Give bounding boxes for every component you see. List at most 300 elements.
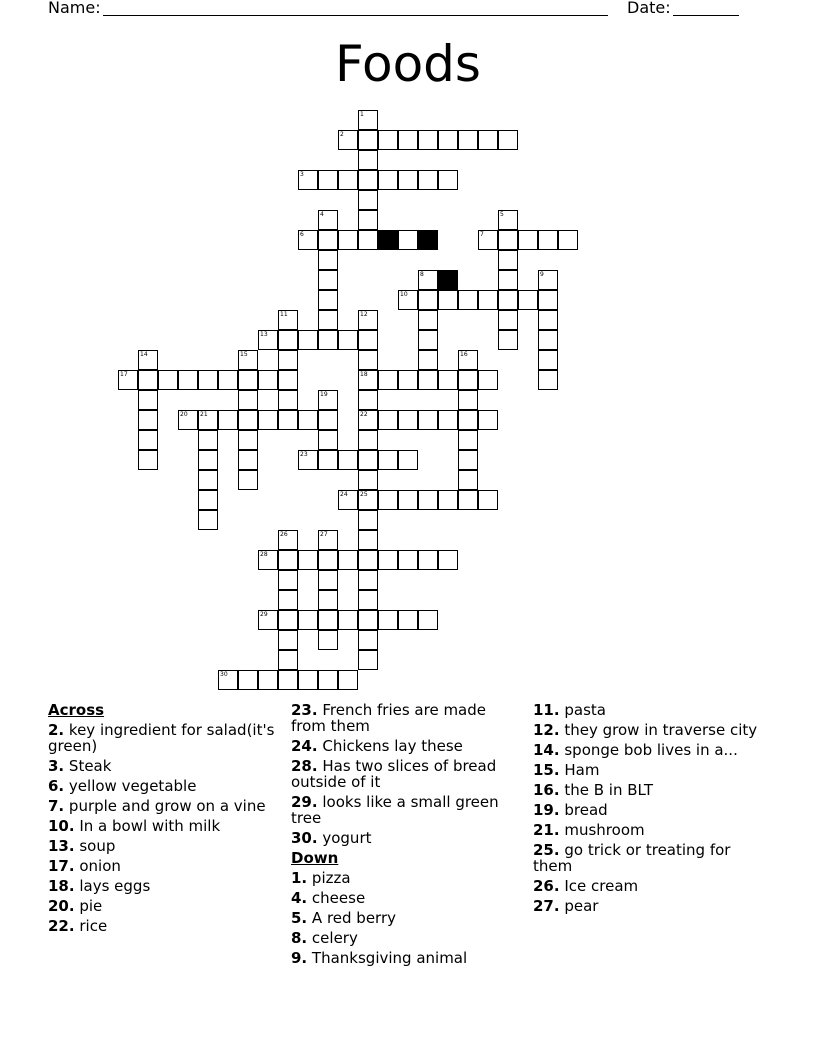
grid-cell[interactable] xyxy=(498,210,518,230)
clue-number-label: 15. xyxy=(533,761,560,779)
page-title: Foods xyxy=(335,35,481,93)
grid-cell[interactable] xyxy=(278,530,298,550)
grid-cell[interactable] xyxy=(318,450,338,470)
grid-cell[interactable] xyxy=(418,170,438,190)
grid-cell[interactable] xyxy=(158,370,178,390)
grid-cell[interactable] xyxy=(298,170,318,190)
grid-cell[interactable] xyxy=(238,450,258,470)
clue-number-label: 17. xyxy=(48,857,75,875)
clue-text: A red berry xyxy=(311,909,397,927)
grid-cell[interactable] xyxy=(218,410,238,430)
grid-cell[interactable] xyxy=(338,170,358,190)
grid-cell[interactable] xyxy=(458,490,478,510)
grid-cell[interactable] xyxy=(438,170,458,190)
clue-number-label: 10. xyxy=(48,817,75,835)
clue-across xyxy=(291,756,509,792)
grid-cell[interactable] xyxy=(478,410,498,430)
grid-cell[interactable] xyxy=(398,410,418,430)
clue-number: 16 xyxy=(460,351,468,358)
grid-cell[interactable] xyxy=(358,170,378,190)
grid-cell[interactable] xyxy=(358,190,378,210)
grid-cell[interactable] xyxy=(358,490,378,510)
grid-cell[interactable] xyxy=(438,550,458,570)
grid-cell[interactable] xyxy=(378,410,398,430)
grid-cell[interactable] xyxy=(458,370,478,390)
clue-down xyxy=(533,760,773,780)
grid-cell[interactable] xyxy=(358,530,378,550)
grid-cell[interactable] xyxy=(538,350,558,370)
clue-across xyxy=(48,796,278,816)
clue-text: they grow in traverse city xyxy=(564,721,758,739)
clue-down xyxy=(291,928,509,948)
grid-cell[interactable] xyxy=(218,370,238,390)
grid-cell[interactable] xyxy=(358,470,378,490)
clue-number: 30 xyxy=(220,671,228,678)
clue-number-label: 5. xyxy=(291,909,308,927)
clue-down xyxy=(291,948,509,968)
clue-text: mushroom xyxy=(564,821,645,839)
clue-down xyxy=(291,908,509,928)
clue-text: lays eggs xyxy=(79,877,151,895)
grid-cell[interactable] xyxy=(358,110,378,130)
clue-column-1 xyxy=(48,700,278,936)
grid-cell[interactable] xyxy=(258,670,278,690)
grid-cell[interactable] xyxy=(338,330,358,350)
clue-text: key ingredient for salad(it's green) xyxy=(48,721,275,755)
grid-cell[interactable] xyxy=(298,330,318,350)
clue-number-label: 24. xyxy=(291,737,318,755)
clue-text: celery xyxy=(311,929,358,947)
grid-cell[interactable] xyxy=(398,550,418,570)
grid-cell[interactable] xyxy=(278,590,298,610)
grid-cell[interactable] xyxy=(538,370,558,390)
grid-cell[interactable] xyxy=(498,310,518,330)
grid-cell[interactable] xyxy=(138,430,158,450)
clue-down xyxy=(533,740,773,760)
grid-cell[interactable] xyxy=(198,370,218,390)
clue-number: 17 xyxy=(120,371,128,378)
clue-number-label: 28. xyxy=(291,757,318,775)
grid-cell[interactable] xyxy=(458,130,478,150)
clue-text: bread xyxy=(564,801,608,819)
grid-cell[interactable] xyxy=(118,370,138,390)
grid-cell-black xyxy=(438,270,458,290)
clue-number-label: 3. xyxy=(48,757,65,775)
grid-cell[interactable] xyxy=(398,490,418,510)
grid-cell[interactable] xyxy=(278,550,298,570)
grid-cell[interactable] xyxy=(238,430,258,450)
clue-number: 1 xyxy=(360,111,364,118)
clue-text: the B in BLT xyxy=(564,781,653,799)
grid-cell[interactable] xyxy=(378,550,398,570)
clue-text: pizza xyxy=(311,869,351,887)
clue-across xyxy=(48,856,278,876)
grid-cell[interactable] xyxy=(338,230,358,250)
clue-number: 15 xyxy=(240,351,248,358)
clue-number-label: 4. xyxy=(291,889,308,907)
grid-cell[interactable] xyxy=(478,230,498,250)
grid-cell[interactable] xyxy=(378,450,398,470)
clue-across xyxy=(48,756,278,776)
clue-column-2 xyxy=(291,700,509,968)
clue-number-label: 25. xyxy=(533,841,560,859)
grid-cell[interactable] xyxy=(198,490,218,510)
grid-cell[interactable] xyxy=(538,230,558,250)
clue-number-label: 22. xyxy=(48,917,75,935)
clue-number-label: 19. xyxy=(533,801,560,819)
clue-number: 24 xyxy=(340,491,348,498)
clue-number-label: 2. xyxy=(48,721,65,739)
grid-cell[interactable] xyxy=(418,270,438,290)
grid-cell[interactable] xyxy=(478,290,498,310)
clue-number-label: 9. xyxy=(291,949,308,967)
grid-cell[interactable] xyxy=(318,250,338,270)
grid-cell[interactable] xyxy=(358,230,378,250)
grid-cell[interactable] xyxy=(358,350,378,370)
clue-text: pear xyxy=(564,897,599,915)
grid-cell[interactable] xyxy=(318,270,338,290)
grid-cell[interactable] xyxy=(398,290,418,310)
grid-cell[interactable] xyxy=(278,370,298,390)
grid-cell[interactable] xyxy=(278,390,298,410)
grid-cell[interactable] xyxy=(358,650,378,670)
grid-cell[interactable] xyxy=(278,310,298,330)
grid-cell[interactable] xyxy=(418,330,438,350)
grid-cell[interactable] xyxy=(138,410,158,430)
clue-number: 18 xyxy=(360,371,368,378)
grid-cell[interactable] xyxy=(498,270,518,290)
grid-cell[interactable] xyxy=(198,450,218,470)
grid-cell[interactable] xyxy=(358,570,378,590)
clue-text: pie xyxy=(79,897,103,915)
grid-cell[interactable] xyxy=(318,670,338,690)
clue-number: 12 xyxy=(360,311,368,318)
grid-cell[interactable] xyxy=(178,370,198,390)
grid-cell[interactable] xyxy=(298,550,318,570)
grid-cell[interactable] xyxy=(358,630,378,650)
clue-across xyxy=(291,700,509,736)
clue-text: Steak xyxy=(68,757,112,775)
clue-text: pasta xyxy=(564,701,606,719)
clue-number-label: 12. xyxy=(533,721,560,739)
grid-cell[interactable] xyxy=(278,650,298,670)
grid-cell[interactable] xyxy=(358,370,378,390)
grid-cell[interactable] xyxy=(238,470,258,490)
clue-number: 11 xyxy=(280,311,288,318)
clue-text: In a bowl with milk xyxy=(79,817,221,835)
clue-number: 9 xyxy=(540,271,544,278)
clue-number-label: 7. xyxy=(48,797,65,815)
grid-cell[interactable] xyxy=(298,450,318,470)
grid-cell[interactable] xyxy=(258,550,278,570)
grid-cell[interactable] xyxy=(238,370,258,390)
grid-cell[interactable] xyxy=(458,350,478,370)
grid-cell[interactable] xyxy=(478,370,498,390)
clue-number: 25 xyxy=(360,491,368,498)
grid-cell[interactable] xyxy=(318,330,338,350)
grid-cell[interactable] xyxy=(458,450,478,470)
grid-cell[interactable] xyxy=(198,510,218,530)
clue-number: 10 xyxy=(400,291,408,298)
clue-number-label: 6. xyxy=(48,777,65,795)
grid-cell[interactable] xyxy=(498,130,518,150)
clue-number: 7 xyxy=(480,231,484,238)
grid-cell[interactable] xyxy=(378,170,398,190)
grid-cell[interactable] xyxy=(498,290,518,310)
clue-number-label: 8. xyxy=(291,929,308,947)
grid-cell[interactable] xyxy=(358,150,378,170)
grid-cell[interactable] xyxy=(238,410,258,430)
clue-number-label: 26. xyxy=(533,877,560,895)
grid-cell[interactable] xyxy=(518,230,538,250)
across-heading: Across xyxy=(48,701,105,719)
clue-number: 20 xyxy=(180,411,188,418)
grid-cell[interactable] xyxy=(258,370,278,390)
grid-cell[interactable] xyxy=(418,490,438,510)
grid-cell[interactable] xyxy=(358,130,378,150)
grid-cell[interactable] xyxy=(338,490,358,510)
grid-cell[interactable] xyxy=(438,410,458,430)
grid-cell[interactable] xyxy=(378,490,398,510)
grid-cell[interactable] xyxy=(138,370,158,390)
clue-text: cheese xyxy=(311,889,366,907)
grid-cell[interactable] xyxy=(538,330,558,350)
grid-cell[interactable] xyxy=(538,310,558,330)
clue-number: 19 xyxy=(320,391,328,398)
grid-cell[interactable] xyxy=(358,210,378,230)
clue-number-label: 29. xyxy=(291,793,318,811)
grid-cell[interactable] xyxy=(378,610,398,630)
clue-down xyxy=(533,876,773,896)
grid-cell[interactable] xyxy=(278,410,298,430)
grid-cell[interactable] xyxy=(238,350,258,370)
clue-across xyxy=(291,792,509,828)
grid-cell[interactable] xyxy=(278,630,298,650)
grid-cell[interactable] xyxy=(418,550,438,570)
grid-cell[interactable] xyxy=(318,290,338,310)
clue-across xyxy=(48,720,278,756)
grid-cell[interactable] xyxy=(358,390,378,410)
clue-down xyxy=(533,700,773,720)
clue-text: Has two slices of bread outside of it xyxy=(291,757,497,791)
grid-cell[interactable] xyxy=(278,670,298,690)
grid-cell[interactable] xyxy=(438,130,458,150)
clue-down xyxy=(291,868,509,888)
grid-cell[interactable] xyxy=(318,570,338,590)
grid-cell[interactable] xyxy=(458,430,478,450)
name-label: Name: xyxy=(48,0,101,17)
clue-down xyxy=(533,820,773,840)
grid-cell[interactable] xyxy=(278,330,298,350)
grid-cell[interactable] xyxy=(358,410,378,430)
grid-cell[interactable] xyxy=(358,510,378,530)
grid-cell[interactable] xyxy=(318,310,338,330)
grid-cell[interactable] xyxy=(538,290,558,310)
grid-cell[interactable] xyxy=(338,670,358,690)
grid-cell[interactable] xyxy=(418,370,438,390)
clue-text: onion xyxy=(79,857,121,875)
grid-cell[interactable] xyxy=(318,170,338,190)
clue-text: Ham xyxy=(564,761,600,779)
grid-cell[interactable] xyxy=(558,230,578,250)
grid-cell[interactable] xyxy=(318,590,338,610)
grid-cell[interactable] xyxy=(358,590,378,610)
grid-cell[interactable] xyxy=(218,670,238,690)
clue-across xyxy=(48,836,278,856)
clue-text: Ice cream xyxy=(564,877,639,895)
grid-cell[interactable] xyxy=(418,350,438,370)
clue-number: 2 xyxy=(340,131,344,138)
clue-text: Thanksgiving animal xyxy=(311,949,468,967)
grid-cell[interactable] xyxy=(278,350,298,370)
clue-number-label: 18. xyxy=(48,877,75,895)
grid-cell[interactable] xyxy=(298,610,318,630)
clue-text: yogurt xyxy=(322,829,372,847)
down-heading: Down xyxy=(291,849,339,867)
clue-text: Chickens lay these xyxy=(322,737,463,755)
clue-text: yellow vegetable xyxy=(68,777,197,795)
clue-text: sponge bob lives in a... xyxy=(564,741,738,759)
grid-cell[interactable] xyxy=(138,350,158,370)
grid-cell[interactable] xyxy=(298,230,318,250)
clue-text: rice xyxy=(79,917,108,935)
clue-number: 5 xyxy=(500,211,504,218)
grid-cell[interactable] xyxy=(418,410,438,430)
clue-number: 4 xyxy=(320,211,324,218)
grid-cell[interactable] xyxy=(238,670,258,690)
clue-text: French fries are made from them xyxy=(291,701,486,735)
clue-number: 28 xyxy=(260,551,268,558)
grid-cell[interactable] xyxy=(498,250,518,270)
grid-cell[interactable] xyxy=(138,390,158,410)
grid-cell[interactable] xyxy=(318,230,338,250)
grid-cell[interactable] xyxy=(318,390,338,410)
grid-cell[interactable] xyxy=(438,370,458,390)
grid-cell[interactable] xyxy=(498,330,518,350)
clue-number-label: 16. xyxy=(533,781,560,799)
grid-cell[interactable] xyxy=(178,410,198,430)
grid-cell[interactable] xyxy=(298,670,318,690)
clue-across xyxy=(291,736,509,756)
grid-cell[interactable] xyxy=(198,430,218,450)
grid-cell[interactable] xyxy=(458,290,478,310)
grid-cell[interactable] xyxy=(378,370,398,390)
grid-cell[interactable] xyxy=(338,450,358,470)
clue-across xyxy=(48,916,278,936)
grid-cell[interactable] xyxy=(258,330,278,350)
grid-cell[interactable] xyxy=(338,550,358,570)
clue-number-label: 30. xyxy=(291,829,318,847)
clue-number-label: 13. xyxy=(48,837,75,855)
clue-text: soup xyxy=(79,837,116,855)
clue-number: 6 xyxy=(300,231,304,238)
clue-number: 29 xyxy=(260,611,268,618)
clue-number: 8 xyxy=(420,271,424,278)
clue-number: 27 xyxy=(320,531,328,538)
grid-cell[interactable] xyxy=(258,610,278,630)
grid-cell[interactable] xyxy=(358,450,378,470)
grid-cell[interactable] xyxy=(358,430,378,450)
date-label: Date: xyxy=(627,0,671,17)
grid-cell[interactable] xyxy=(398,610,418,630)
grid-cell[interactable] xyxy=(198,470,218,490)
clue-number: 13 xyxy=(260,331,268,338)
grid-cell[interactable] xyxy=(258,410,278,430)
clue-number: 23 xyxy=(300,451,308,458)
grid-cell[interactable] xyxy=(298,410,318,430)
clue-number-label: 21. xyxy=(533,821,560,839)
clue-text: purple and grow on a vine xyxy=(68,797,266,815)
clue-down xyxy=(533,800,773,820)
grid-cell[interactable] xyxy=(278,610,298,630)
grid-cell[interactable] xyxy=(398,230,418,250)
grid-cell[interactable] xyxy=(378,130,398,150)
grid-cell[interactable] xyxy=(398,370,418,390)
grid-cell[interactable] xyxy=(318,630,338,650)
grid-cell[interactable] xyxy=(318,530,338,550)
grid-cell[interactable] xyxy=(538,270,558,290)
grid-cell[interactable] xyxy=(398,450,418,470)
grid-cell[interactable] xyxy=(338,610,358,630)
grid-cell[interactable] xyxy=(318,210,338,230)
grid-cell[interactable] xyxy=(418,610,438,630)
grid-cell[interactable] xyxy=(358,310,378,330)
grid-cell[interactable] xyxy=(458,390,478,410)
grid-cell[interactable] xyxy=(498,230,518,250)
grid-cell[interactable] xyxy=(418,310,438,330)
clue-number: 3 xyxy=(300,171,304,178)
grid-cell[interactable] xyxy=(278,570,298,590)
clue-number-label: 27. xyxy=(533,897,560,915)
clue-number: 21 xyxy=(200,411,208,418)
grid-cell[interactable] xyxy=(518,290,538,310)
grid-cell[interactable] xyxy=(238,390,258,410)
grid-cell[interactable] xyxy=(398,170,418,190)
grid-cell[interactable] xyxy=(438,490,458,510)
grid-cell[interactable] xyxy=(458,410,478,430)
clue-down xyxy=(533,780,773,800)
clue-down xyxy=(533,896,773,916)
grid-cell[interactable] xyxy=(438,290,458,310)
grid-cell[interactable] xyxy=(198,410,218,430)
grid-cell[interactable] xyxy=(138,450,158,470)
clue-across xyxy=(48,776,278,796)
clue-down xyxy=(533,720,773,740)
clue-across xyxy=(291,828,509,848)
grid-cell[interactable] xyxy=(338,130,358,150)
grid-cell[interactable] xyxy=(458,470,478,490)
clue-number-label: 14. xyxy=(533,741,560,759)
grid-cell[interactable] xyxy=(418,290,438,310)
grid-cell[interactable] xyxy=(318,430,338,450)
clue-across xyxy=(48,896,278,916)
grid-cell[interactable] xyxy=(358,610,378,630)
grid-cell[interactable] xyxy=(418,130,438,150)
grid-cell[interactable] xyxy=(318,410,338,430)
clue-number-label: 23. xyxy=(291,701,318,719)
grid-cell[interactable] xyxy=(318,550,338,570)
clue-across xyxy=(48,816,278,836)
grid-cell[interactable] xyxy=(358,550,378,570)
clue-column-3 xyxy=(533,700,773,916)
grid-cell[interactable] xyxy=(318,610,338,630)
clue-text: go trick or treating for them xyxy=(533,841,731,875)
grid-cell[interactable] xyxy=(398,130,418,150)
grid-cell[interactable] xyxy=(358,330,378,350)
grid-cell[interactable] xyxy=(478,490,498,510)
clue-text: looks like a small green tree xyxy=(291,793,499,827)
grid-cell[interactable] xyxy=(478,130,498,150)
